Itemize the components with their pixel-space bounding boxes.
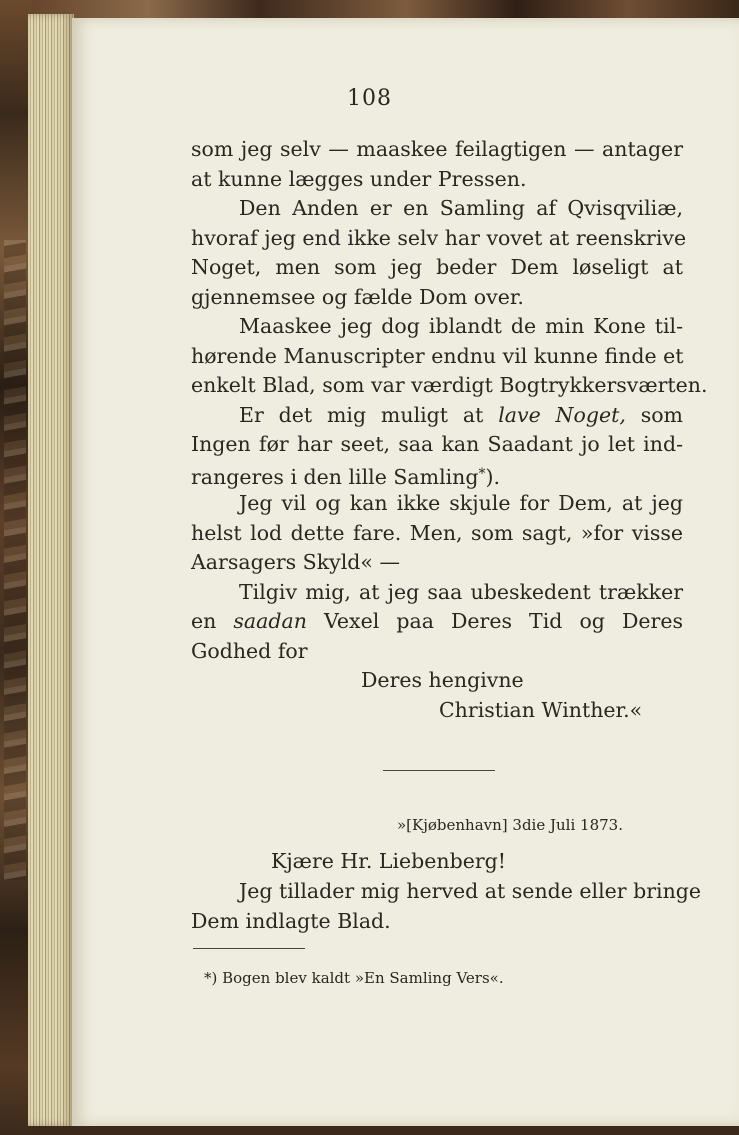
body-line-3: Den Anden er en Samling af Qvisqviliæ, (239, 196, 683, 220)
signature-name: Christian Winther.« (439, 697, 643, 722)
body-line-15: Aarsagers Skyld« — (191, 550, 400, 574)
letter-dateline: »[Kjøbenhavn] 3die Juli 1873. (397, 816, 623, 834)
line-10-start: Er det mig muligt at (239, 402, 499, 427)
body-line-10 (191, 401, 683, 431)
footnote-divider (193, 948, 305, 949)
page-edges (28, 14, 74, 1126)
italic-phrase-lave-noget: lave Noget, (498, 402, 626, 427)
letter-line-1: Jeg tillader mig herved at sende eller bringe (239, 879, 702, 903)
line-12-close: ). (485, 464, 501, 489)
footnote: *) Bogen blev kaldt »En Samling Vers«. (204, 969, 504, 987)
footnote-marker: * (478, 465, 486, 482)
line-17-start: en (191, 609, 234, 633)
body-line-2: at kunne lægges under Pressen. (191, 166, 527, 191)
body-line-17 (191, 607, 683, 637)
body-line-13: Jeg vil og kan ikke skjule for Dem, at jeg (239, 491, 683, 515)
line-17-end: Vexel paa Deres Tid og Deres (306, 609, 684, 633)
letter-line-2: Dem indlagte Blad. (191, 909, 391, 933)
italic-word-saadan: saadan (233, 609, 307, 633)
line-12-text: rangeres i den lille Samling (191, 464, 479, 489)
section-divider (383, 770, 495, 771)
body-line-5: Noget, men som jeg beder Dem løseligt at (191, 255, 683, 279)
body-line-11: Ingen før har seet, saa kan Saadant jo let ind- (191, 432, 683, 456)
body-line-8: hørende Manuscripter endnu vil kunne finde et (191, 343, 684, 368)
body-line-16: Tilgiv mig, at jeg saa ubeskedent trækker (239, 579, 683, 604)
closing-salutation: Deres hengivne (361, 668, 524, 692)
body-line-18: Godhed for (191, 638, 308, 663)
body-line-14: helst lod dette fare. Men, som sagt, »for visse (191, 520, 683, 545)
letter-greeting: Kjære Hr. Liebenberg! (271, 849, 507, 873)
body-line-7: Maaskee jeg dog iblandt de min Kone til- (239, 314, 683, 338)
body-line-1: som jeg selv — maaskee feilagtigen — antager (191, 137, 683, 161)
page-number: 108 (347, 86, 392, 111)
body-line-6: gjennemsee og fælde Dom over. (191, 284, 524, 309)
second-letter (191, 846, 702, 936)
body-line-12 (191, 460, 683, 490)
body-line-4: hvoraf jeg end ikke selv har vovet at reenskrive (191, 225, 687, 250)
letter-body (191, 135, 708, 725)
line-10-end: som (625, 402, 683, 427)
body-line-9: enkelt Blad, som var værdigt Bogtrykkersværten. (191, 373, 708, 397)
